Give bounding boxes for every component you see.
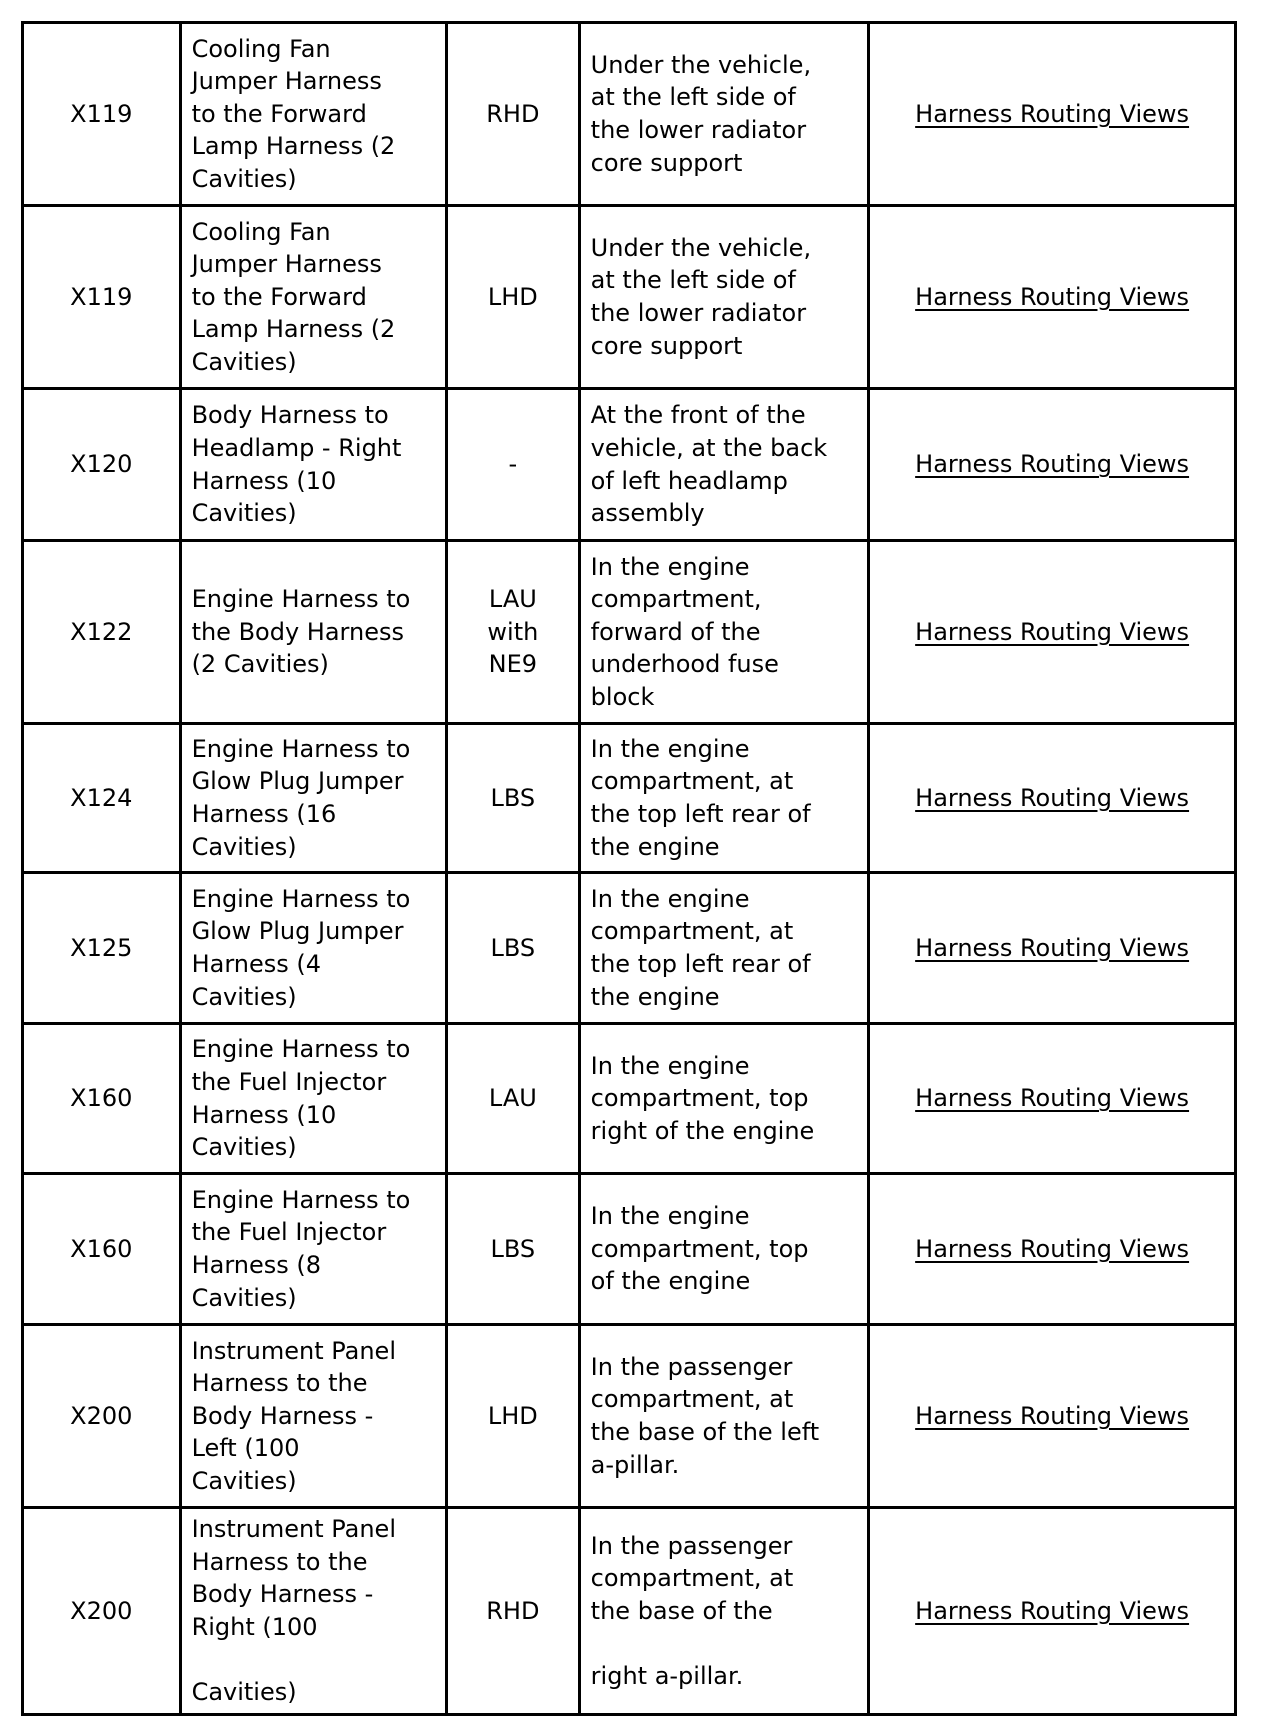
option-code: LBS <box>447 873 580 1024</box>
connector-id: X160 <box>23 1174 181 1325</box>
connector-location: Under the vehicle, at the left side of the lower radiator core support <box>579 23 869 206</box>
option-code: LAU with NE9 <box>447 541 580 724</box>
connector-description: Engine Harness to the Fuel Injector Harness (8 Cavities) <box>180 1174 446 1325</box>
option-code: LBS <box>447 1174 580 1325</box>
connector-location: In the engine compartment, top right of the engine <box>579 1024 869 1174</box>
harness-routing-views-link[interactable]: Harness Routing Views <box>915 1084 1190 1113</box>
table-row <box>23 873 1236 1024</box>
connector-description: Cooling Fan Jumper Harness to the Forward Lamp Harness (2 Cavities) <box>180 206 446 389</box>
table-row <box>23 206 1236 389</box>
connector-description: Engine Harness to Glow Plug Jumper Harness (16 Cavities) <box>180 724 446 873</box>
connector-id: X122 <box>23 541 181 724</box>
connector-table <box>21 21 1237 1716</box>
connector-location: In the engine compartment, forward of the underhood fuse block <box>579 541 869 724</box>
option-code: LHD <box>447 206 580 389</box>
harness-routing-views-link[interactable]: Harness Routing Views <box>915 1234 1190 1263</box>
connector-location: In the engine compartment, at the top left rear of the engine <box>579 873 869 1024</box>
connector-id: X120 <box>23 389 181 541</box>
connector-id: X124 <box>23 724 181 873</box>
connector-location: Under the vehicle, at the left side of the lower radiator core support <box>579 206 869 389</box>
table-row <box>23 389 1236 541</box>
table-row <box>23 1508 1236 1715</box>
option-code: - <box>447 389 580 541</box>
connector-id: X160 <box>23 1024 181 1174</box>
connector-location: At the front of the vehicle, at the back of left headlamp assembly <box>579 389 869 541</box>
option-code: LBS <box>447 724 580 873</box>
connector-description: Body Harness to Headlamp - Right Harness (10 Cavities) <box>180 389 446 541</box>
harness-routing-views-link[interactable]: Harness Routing Views <box>915 783 1190 812</box>
table-row <box>23 1325 1236 1508</box>
harness-routing-views-link[interactable]: Harness Routing Views <box>915 933 1190 962</box>
connector-location: In the passenger compartment, at the base of the left a-pillar. <box>579 1325 869 1508</box>
harness-routing-views-link[interactable]: Harness Routing Views <box>915 1596 1190 1625</box>
connector-description: Cooling Fan Jumper Harness to the Forward Lamp Harness (2 Cavities) <box>180 23 446 206</box>
harness-routing-views-link[interactable]: Harness Routing Views <box>915 99 1190 128</box>
table-row <box>23 1024 1236 1174</box>
connector-id: X119 <box>23 23 181 206</box>
connector-location: In the engine compartment, at the top left rear of the engine <box>579 724 869 873</box>
connector-description: Engine Harness to Glow Plug Jumper Harness (4 Cavities) <box>180 873 446 1024</box>
connector-description: Engine Harness to the Fuel Injector Harness (10 Cavities) <box>180 1024 446 1174</box>
connector-id: X119 <box>23 206 181 389</box>
connector-description: Instrument Panel Harness to the Body Harness - Left (100 Cavities) <box>180 1325 446 1508</box>
connector-id: X125 <box>23 873 181 1024</box>
harness-routing-views-link[interactable]: Harness Routing Views <box>915 1401 1190 1430</box>
harness-routing-views-link[interactable]: Harness Routing Views <box>915 282 1190 311</box>
table-row <box>23 1174 1236 1325</box>
option-code: RHD <box>447 23 580 206</box>
option-code: RHD <box>447 1508 580 1715</box>
harness-routing-views-link[interactable]: Harness Routing Views <box>915 450 1190 479</box>
connector-description: Engine Harness to the Body Harness (2 Cavities) <box>180 541 446 724</box>
connector-location: In the engine compartment, top of the engine <box>579 1174 869 1325</box>
connector-description: Instrument Panel Harness to the Body Harness - Right (100 Cavities) <box>180 1508 446 1715</box>
option-code: LHD <box>447 1325 580 1508</box>
option-code: LAU <box>447 1024 580 1174</box>
harness-routing-views-link[interactable]: Harness Routing Views <box>915 617 1190 646</box>
connector-location: In the passenger compartment, at the base of the right a-pillar. <box>579 1508 869 1715</box>
connector-id: X200 <box>23 1325 181 1508</box>
connector-id: X200 <box>23 1508 181 1715</box>
table-row <box>23 23 1236 206</box>
table-row <box>23 724 1236 873</box>
table-row <box>23 541 1236 724</box>
